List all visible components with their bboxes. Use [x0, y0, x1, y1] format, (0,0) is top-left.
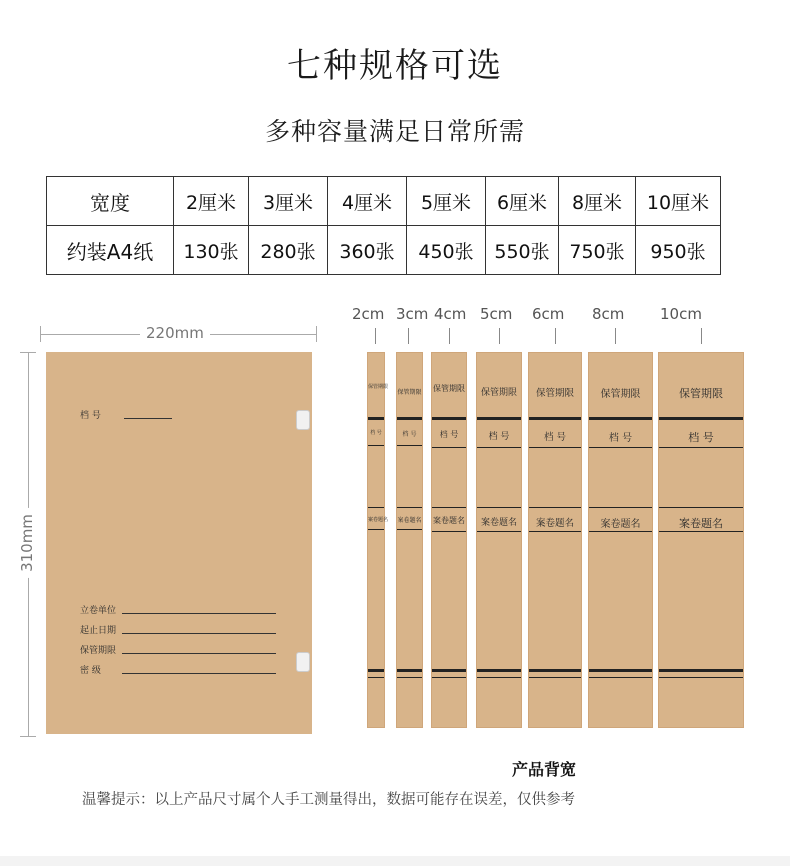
spine-label-4cm: 4cm — [434, 305, 467, 323]
spine-retention-text: 保管期限 — [480, 388, 517, 398]
spine-band — [589, 669, 652, 672]
spine-band — [589, 417, 652, 420]
spine-label-6cm: 6cm — [532, 305, 565, 323]
spine-title-text: 案卷题名 — [600, 519, 641, 530]
spine-band — [432, 417, 466, 420]
spine-title-text: 案卷题名 — [480, 518, 517, 528]
spine-line — [368, 677, 384, 678]
spine-tick — [449, 328, 450, 344]
spine-line — [477, 447, 521, 448]
field-security-label: 密 级 — [80, 666, 101, 676]
spine-file-no-text: 档 号 — [488, 432, 510, 442]
spine-line — [659, 677, 743, 678]
spine-title-text: 案卷题名 — [535, 518, 574, 529]
spine-line — [397, 529, 422, 530]
spine-label-3cm: 3cm — [396, 305, 429, 323]
spine-8cm — [588, 352, 653, 728]
spine-label-10cm: 10cm — [660, 305, 702, 323]
table-cell: 8厘米 — [559, 177, 636, 226]
spine-tick — [375, 328, 376, 344]
spine-file-no-text: 档 号 — [688, 431, 714, 444]
spine-band — [368, 669, 384, 672]
field-unit-line — [122, 613, 276, 614]
spine-3cm — [396, 352, 423, 728]
field-date-label: 起止日期 — [80, 626, 117, 636]
spine-tick — [499, 328, 500, 344]
table-cell: 6厘米 — [486, 177, 559, 226]
table-cell: 130张 — [174, 226, 249, 275]
spine-line — [529, 677, 581, 678]
row-header-width: 宽度 — [47, 177, 174, 226]
spine-line — [368, 507, 384, 508]
folder-front-cover — [46, 352, 312, 734]
spine-line — [659, 507, 743, 508]
spine-band — [368, 417, 384, 420]
spine-tick — [408, 328, 409, 344]
field-unit-label: 立卷单位 — [80, 606, 117, 616]
spine-retention-text: 保管期限 — [397, 389, 422, 396]
spine-file-no-text: 档 号 — [439, 430, 459, 439]
spine-retention-text: 保管期限 — [535, 388, 574, 399]
width-dimension-label: 220mm — [140, 324, 210, 342]
spine-line — [432, 507, 466, 508]
spine-caption: 产品背宽 — [512, 760, 577, 779]
spine-band — [529, 417, 581, 420]
file-number-line — [124, 418, 172, 419]
field-retention-label: 保管期限 — [80, 646, 117, 656]
spine-title-text: 案卷题名 — [368, 517, 389, 523]
table-cell: 950张 — [636, 226, 721, 275]
spine-file-no-text: 档 号 — [402, 431, 417, 438]
spine-line — [589, 507, 652, 508]
table-cell: 280张 — [249, 226, 328, 275]
spine-line — [589, 531, 652, 532]
spine-title-text: 案卷题名 — [397, 517, 422, 524]
tie-top — [296, 410, 310, 430]
tie-bottom — [296, 652, 310, 672]
bottom-divider — [0, 856, 790, 866]
height-dimension-label: 310mm — [18, 508, 36, 578]
table-cell: 2厘米 — [174, 177, 249, 226]
spine-10cm — [658, 352, 744, 728]
table-cell: 3厘米 — [249, 177, 328, 226]
spine-file-no-text: 档 号 — [543, 432, 567, 443]
table-row — [47, 226, 721, 275]
table-cell: 750张 — [559, 226, 636, 275]
spine-label-2cm: 2cm — [352, 305, 385, 323]
spine-band — [477, 417, 521, 420]
spine-tick — [615, 328, 616, 344]
spine-title-text: 案卷题名 — [433, 516, 465, 525]
spine-retention-text: 保管期限 — [433, 384, 465, 393]
spine-2cm — [367, 352, 389, 728]
spine-retention-text: 保管期限 — [600, 389, 641, 400]
spine-line — [397, 445, 422, 446]
spine-band — [397, 417, 422, 420]
disclaimer-note: 温馨提示：以上产品尺寸属个人手工测量得出，数据可能存在误差，仅供参考 — [82, 792, 575, 808]
spine-line — [477, 507, 521, 508]
spine-file-no-text: 档 号 — [370, 430, 382, 436]
width-dimension-end-right — [316, 326, 317, 342]
spine-label-5cm: 5cm — [480, 305, 513, 323]
spine-retention-text: 保管期限 — [368, 384, 389, 390]
table-cell: 360张 — [328, 226, 407, 275]
spine-band — [397, 669, 422, 672]
spine-line — [477, 677, 521, 678]
spec-table — [46, 176, 721, 275]
table-cell: 450张 — [407, 226, 486, 275]
page-subtitle: 多种容量满足日常所需 — [264, 117, 525, 146]
spine-band — [432, 669, 466, 672]
height-dimension-end-bottom — [20, 736, 36, 737]
spine-label-8cm: 8cm — [592, 305, 625, 323]
spine-line — [432, 447, 466, 448]
spine-line — [659, 447, 743, 448]
spine-line — [432, 677, 466, 678]
spine-4cm — [431, 352, 467, 728]
spine-line — [477, 531, 521, 532]
field-security-line — [122, 673, 276, 674]
spine-line — [397, 677, 422, 678]
spine-band — [477, 669, 521, 672]
spine-line — [529, 531, 581, 532]
table-row — [47, 177, 721, 226]
height-dimension-end-top — [20, 352, 36, 353]
table-cell: 10厘米 — [636, 177, 721, 226]
spine-line — [589, 447, 652, 448]
table-cell: 5厘米 — [407, 177, 486, 226]
file-number-label: 档 号 — [80, 411, 101, 421]
spine-title-text: 案卷题名 — [679, 517, 723, 530]
spine-band — [659, 417, 743, 420]
spine-line — [529, 447, 581, 448]
field-retention-line — [122, 653, 276, 654]
table-cell: 4厘米 — [328, 177, 407, 226]
table-cell: 550张 — [486, 226, 559, 275]
spine-line — [589, 677, 652, 678]
spine-line — [368, 529, 384, 530]
field-date-line — [122, 633, 276, 634]
spine-5cm — [476, 352, 522, 728]
row-header-capacity: 约装A4纸 — [47, 226, 174, 275]
spine-line — [368, 445, 384, 446]
spine-file-no-text: 档 号 — [608, 433, 633, 444]
spine-retention-text: 保管期限 — [679, 387, 723, 400]
spine-6cm — [528, 352, 582, 728]
spine-tick — [555, 328, 556, 344]
spine-line — [397, 507, 422, 508]
spine-band — [659, 669, 743, 672]
width-dimension-end-left — [40, 326, 41, 342]
spine-band — [529, 669, 581, 672]
page-title: 七种规格可选 — [287, 46, 503, 86]
spine-line — [659, 531, 743, 532]
spine-line — [432, 531, 466, 532]
spine-line — [529, 507, 581, 508]
spine-tick — [701, 328, 702, 344]
